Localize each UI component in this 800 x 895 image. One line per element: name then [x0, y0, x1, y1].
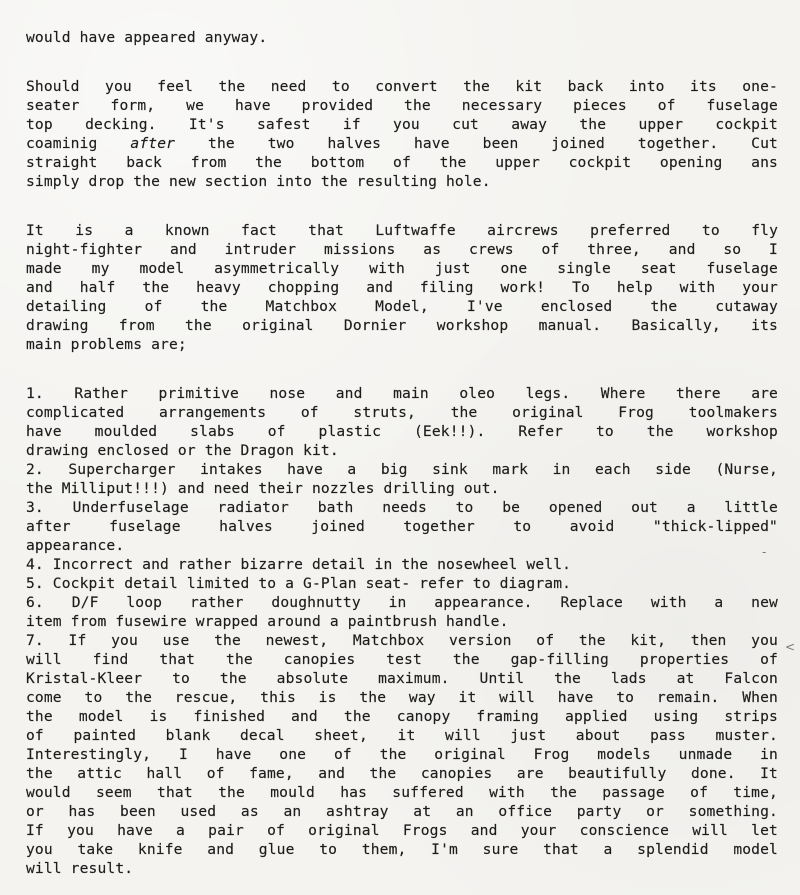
- scan-mark-arrow: <: [785, 640, 796, 654]
- text-line: have moulded slabs of plastic (Eek!!). Refer to the workshop: [26, 423, 778, 440]
- text-line: will result.: [26, 860, 134, 877]
- text-line: Should you feel the need to convert the kit back into its one-: [26, 78, 778, 95]
- text-line: 5. Cockpit detail limited to a G-Plan seat- refer to diagram.: [26, 575, 572, 592]
- text-line: would seem that the mould has suffered with the passage of time,: [26, 784, 778, 801]
- text-line: would have appeared anyway.: [26, 29, 268, 46]
- text-line: item from fusewire wrapped around a paintbrush handle.: [26, 613, 509, 630]
- text-line: straight back from the bottom of the upper cockpit opening ans: [26, 154, 778, 171]
- text-line: Kristal-Kleer to the absolute maximum. Until the lads at Falcon: [26, 670, 778, 687]
- scan-mark-dash: -: [762, 545, 767, 559]
- text-line: appearance.: [26, 537, 125, 554]
- text-line: or has been used as an ashtray at an office party or something.: [26, 803, 778, 820]
- text-line: will find that the canopies test the gap-filling properties of: [26, 651, 778, 668]
- text-line: seater form, we have provided the necessary pieces of fuselage: [26, 97, 778, 114]
- text-line: 4. Incorrect and rather bizarre detail in the nosewheel well.: [26, 556, 572, 573]
- text-line: the attic hall of fame, and the canopies are beautifully done. It: [26, 765, 778, 782]
- text-line: and half the heavy chopping and filing work! To help with your: [26, 279, 778, 296]
- text-line: of painted blank decal sheet, it will just about pass muster.: [26, 727, 778, 744]
- text-line: you take knife and glue to them, I'm sure that a splendid model: [26, 841, 778, 858]
- text-line: detailing of the Matchbox Model, I've enclosed the cutaway: [26, 298, 778, 315]
- text-line: 3. Underfuselage radiator bath needs to be opened out a little: [26, 499, 778, 516]
- text-line: 2. Supercharger intakes have a big sink mark in each side (Nurse,: [26, 461, 778, 478]
- text-line: made my model asymmetrically with just one single seat fuselage: [26, 260, 778, 277]
- text-line: simply drop the new section into the resulting hole.: [26, 173, 491, 190]
- text-line: top decking. It's safest if you cut away the upper cockpit: [26, 116, 778, 133]
- text-line: It is a known fact that Luftwaffe aircrews preferred to fly: [26, 222, 778, 239]
- text-line: drawing enclosed or the Dragon kit.: [26, 442, 339, 459]
- paragraph-gap: [26, 191, 778, 221]
- text-line: 6. D/F loop rather doughnutty in appearance. Replace with a new: [26, 594, 778, 611]
- text-line: the Milliput!!!) and need their nozzles drilling out.: [26, 480, 500, 497]
- emphasis-text: after: [130, 135, 176, 152]
- text-line: If you have a pair of original Frogs and your conscience will let: [26, 822, 778, 839]
- document-text: [26, 28, 778, 878]
- text-line: after fuselage halves joined together to avoid "thick-lipped": [26, 518, 778, 535]
- text-line: main problems are;: [26, 336, 187, 353]
- text-line: the model is finished and the canopy framing applied using strips: [26, 708, 778, 725]
- text-line: drawing from the original Dornier workshop manual. Basically, its: [26, 317, 778, 334]
- paragraph-gap: [26, 47, 778, 77]
- text-line: coaminig after the two halves have been joined together. Cut: [26, 135, 778, 152]
- text-line: night-fighter and intruder missions as crews of three, and so I: [26, 241, 778, 258]
- text-line: 7. If you use the newest, Matchbox version of the kit, then you: [26, 632, 778, 649]
- text-line: come to the rescue, this is the way it will have to remain. When: [26, 689, 778, 706]
- text-line: 1. Rather primitive nose and main oleo legs. Where there are: [26, 385, 778, 402]
- text-line: complicated arrangements of struts, the original Frog toolmakers: [26, 404, 778, 421]
- paragraph-gap: [26, 354, 778, 384]
- text-line: Interestingly, I have one of the original Frog models unmade in: [26, 746, 778, 763]
